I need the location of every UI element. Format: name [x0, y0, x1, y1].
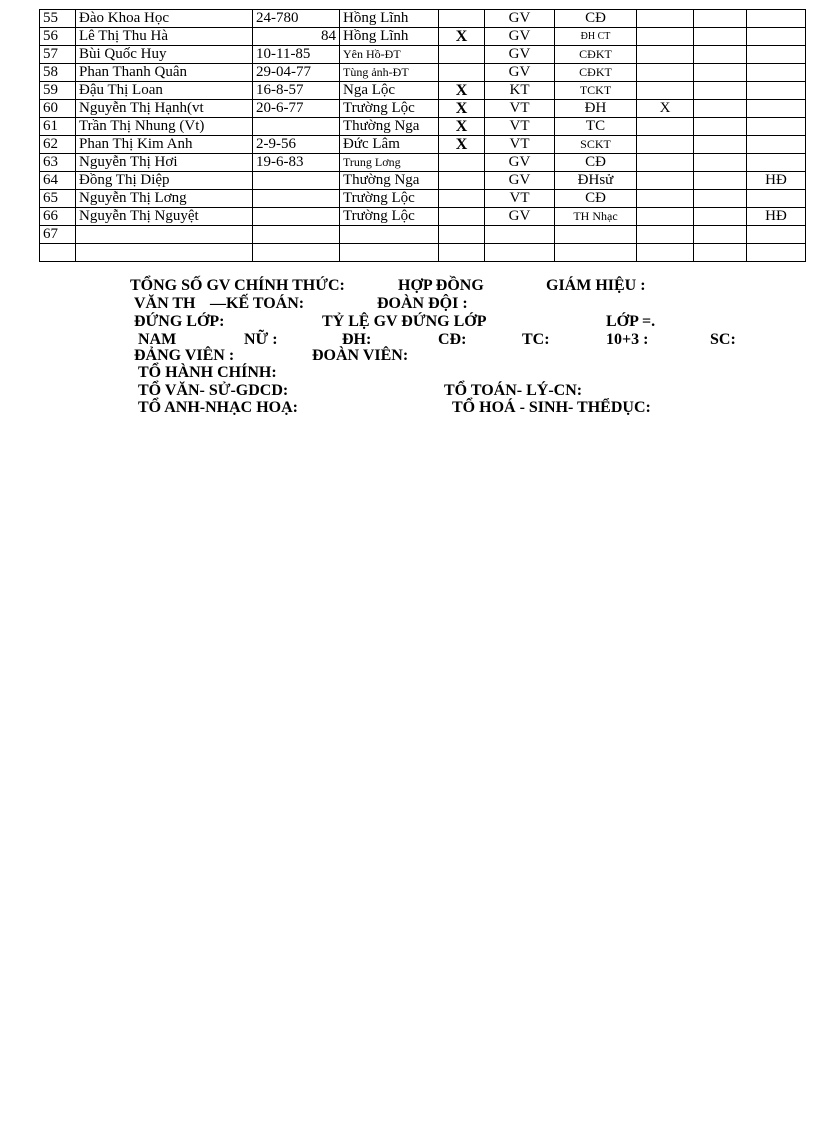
- row-number: 62: [40, 136, 76, 154]
- staff-name: [76, 226, 253, 244]
- mark-cell-2: [637, 82, 694, 100]
- role-cell: [485, 226, 555, 244]
- role-cell: [485, 244, 555, 262]
- row-number: 65: [40, 190, 76, 208]
- qualification-cell: CĐ: [555, 154, 637, 172]
- table-row: [40, 10, 806, 28]
- extra-cell: [694, 82, 747, 100]
- birth-date: 2-9-56: [253, 136, 340, 154]
- clerk-label: VĂN TH: [134, 295, 196, 312]
- extra-cell: [694, 208, 747, 226]
- contract-cell: [747, 10, 806, 28]
- extra-cell: [694, 154, 747, 172]
- hometown: Thường Nga: [340, 118, 439, 136]
- contract-cell: HĐ: [747, 208, 806, 226]
- staff-table: [39, 9, 806, 262]
- role-cell: GV: [485, 208, 555, 226]
- row-number: 61: [40, 118, 76, 136]
- hometown: Yên Hồ-ĐT: [340, 46, 439, 64]
- role-cell: KT: [485, 82, 555, 100]
- elementary-label: SC:: [710, 331, 736, 348]
- admin-group-label: TỔ HÀNH CHÍNH:: [138, 364, 277, 381]
- table-row: [40, 190, 806, 208]
- qualification-cell: ĐH CT: [555, 28, 637, 46]
- role-cell: VT: [485, 100, 555, 118]
- mark-cell: [439, 64, 485, 82]
- role-cell: GV: [485, 154, 555, 172]
- university-label: ĐH:: [342, 331, 372, 348]
- hometown: Tùng ảnh-ĐT: [340, 64, 439, 82]
- intermediate-label: TC:: [522, 331, 550, 348]
- table-row: [40, 118, 806, 136]
- staff-name: Nguyễn Thị Nguyệt: [76, 208, 253, 226]
- staff-name: Lê Thị Thu Hà: [76, 28, 253, 46]
- table-row: [40, 28, 806, 46]
- row-number: 59: [40, 82, 76, 100]
- mark-cell-2: [637, 10, 694, 28]
- mark-cell: [439, 10, 485, 28]
- mark-cell: [439, 172, 485, 190]
- birth-date: [253, 226, 340, 244]
- union-member-label: ĐOÀN VIÊN:: [312, 347, 409, 364]
- contract-cell: [747, 100, 806, 118]
- contract-cell: [747, 28, 806, 46]
- contract-cell: [747, 136, 806, 154]
- mark-cell-2: [637, 172, 694, 190]
- qualification-cell: ĐH: [555, 100, 637, 118]
- accountant-label: —KẾ TOÁN:: [210, 295, 305, 312]
- teaching-ratio-label: TỶ LỆ GV ĐỨNG LỚP: [322, 313, 487, 330]
- qualification-cell: SCKT: [555, 136, 637, 154]
- birth-date: [253, 244, 340, 262]
- qualification-cell: CĐKT: [555, 64, 637, 82]
- mark-cell-2: [637, 118, 694, 136]
- hometown: Hồng Lĩnh: [340, 10, 439, 28]
- mark-cell-2: [637, 136, 694, 154]
- row-number: 64: [40, 172, 76, 190]
- mark-cell-2: X: [637, 100, 694, 118]
- birth-date: 10-11-85: [253, 46, 340, 64]
- qualification-cell: [555, 244, 637, 262]
- staff-name: Phan Thanh Quân: [76, 64, 253, 82]
- role-cell: VT: [485, 136, 555, 154]
- contract-label: HỢP ĐỒNG: [398, 277, 484, 294]
- teaching-label: ĐỨNG LỚP:: [134, 313, 225, 330]
- hometown: Trường Lộc: [340, 208, 439, 226]
- role-cell: GV: [485, 28, 555, 46]
- contract-cell: [747, 82, 806, 100]
- staff-name: Đậu Thị Loan: [76, 82, 253, 100]
- extra-cell: [694, 136, 747, 154]
- extra-cell: [694, 118, 747, 136]
- row-number: 67: [40, 226, 76, 244]
- english-group-label: TỔ ANH-NHẠC HOẠ:: [138, 399, 298, 416]
- mark-cell: X: [439, 118, 485, 136]
- table-row: [40, 226, 806, 244]
- mark-cell-2: [637, 208, 694, 226]
- staff-name: Đồng Thị Diệp: [76, 172, 253, 190]
- qualification-cell: CĐ: [555, 190, 637, 208]
- qualification-cell: ĐHsử: [555, 172, 637, 190]
- class-label: LỚP =.: [606, 313, 656, 330]
- birth-date: 19-6-83: [253, 154, 340, 172]
- extra-cell: [694, 64, 747, 82]
- birth-date: [253, 172, 340, 190]
- staff-name: Trần Thị Nhung (Vt): [76, 118, 253, 136]
- birth-date: 84: [253, 28, 340, 46]
- contract-cell: [747, 46, 806, 64]
- hometown: Thường Nga: [340, 172, 439, 190]
- staff-name: Nguyễn Thị Hạnh(vt: [76, 100, 253, 118]
- extra-cell: [694, 100, 747, 118]
- table-row: [40, 244, 806, 262]
- extra-cell: [694, 190, 747, 208]
- role-cell: GV: [485, 64, 555, 82]
- female-label: NỮ :: [244, 331, 278, 348]
- party-member-label: ĐẢNG VIÊN :: [134, 347, 235, 364]
- row-number: [40, 244, 76, 262]
- mark-cell: X: [439, 136, 485, 154]
- mark-cell: [439, 190, 485, 208]
- mark-cell: [439, 208, 485, 226]
- mark-cell: [439, 154, 485, 172]
- contract-cell: HĐ: [747, 172, 806, 190]
- birth-date: [253, 118, 340, 136]
- mark-cell-2: [637, 244, 694, 262]
- hometown: Trường Lộc: [340, 100, 439, 118]
- table-row: [40, 82, 806, 100]
- row-number: 57: [40, 46, 76, 64]
- role-cell: GV: [485, 46, 555, 64]
- qualification-cell: TC: [555, 118, 637, 136]
- mark-cell: [439, 244, 485, 262]
- hometown: Trường Lộc: [340, 190, 439, 208]
- row-number: 56: [40, 28, 76, 46]
- birth-date: 16-8-57: [253, 82, 340, 100]
- literature-group-label: TỔ VĂN- SỬ-GDCD:: [138, 382, 289, 399]
- staff-name: Nguyễn Thị Lơng: [76, 190, 253, 208]
- staff-name: Đào Khoa Học: [76, 10, 253, 28]
- extra-cell: [694, 46, 747, 64]
- college-label: CĐ:: [438, 331, 467, 348]
- table-row: [40, 154, 806, 172]
- mark-cell: X: [439, 82, 485, 100]
- extra-cell: [694, 226, 747, 244]
- birth-date: 29-04-77: [253, 64, 340, 82]
- mark-cell-2: [637, 190, 694, 208]
- birth-date: 20-6-77: [253, 100, 340, 118]
- ten-plus-three-label: 10+3 :: [606, 331, 649, 348]
- birth-date: 24-780: [253, 10, 340, 28]
- role-cell: GV: [485, 10, 555, 28]
- contract-cell: [747, 190, 806, 208]
- staff-name: [76, 244, 253, 262]
- row-number: 66: [40, 208, 76, 226]
- staff-name: Bùi Quốc Huy: [76, 46, 253, 64]
- mark-cell: [439, 46, 485, 64]
- qualification-cell: TCKT: [555, 82, 637, 100]
- table-row: [40, 172, 806, 190]
- chemistry-group-label: TỔ HOÁ - SINH- THỂDỤC:: [452, 399, 651, 416]
- math-group-label: TỔ TOÁN- LÝ-CN:: [444, 382, 583, 399]
- extra-cell: [694, 28, 747, 46]
- hometown: [340, 226, 439, 244]
- table-row: [40, 46, 806, 64]
- birth-date: [253, 190, 340, 208]
- extra-cell: [694, 244, 747, 262]
- hometown: Trung Lơng: [340, 154, 439, 172]
- staff-name: Phan Thị Kim Anh: [76, 136, 253, 154]
- qualification-cell: TH Nhạc: [555, 208, 637, 226]
- qualification-cell: CĐKT: [555, 46, 637, 64]
- mark-cell-2: [637, 64, 694, 82]
- extra-cell: [694, 172, 747, 190]
- board-label: GIÁM HIỆU :: [546, 277, 646, 294]
- male-label: NAM: [138, 331, 177, 348]
- mark-cell: X: [439, 28, 485, 46]
- qualification-cell: CĐ: [555, 10, 637, 28]
- row-number: 60: [40, 100, 76, 118]
- row-number: 55: [40, 10, 76, 28]
- birth-date: [253, 208, 340, 226]
- table-row: [40, 64, 806, 82]
- contract-cell: [747, 64, 806, 82]
- extra-cell: [694, 10, 747, 28]
- mark-cell: [439, 226, 485, 244]
- hometown: [340, 244, 439, 262]
- contract-cell: [747, 154, 806, 172]
- mark-cell-2: [637, 28, 694, 46]
- contract-cell: [747, 226, 806, 244]
- mark-cell: X: [439, 100, 485, 118]
- role-cell: VT: [485, 118, 555, 136]
- table-row: [40, 208, 806, 226]
- row-number: 63: [40, 154, 76, 172]
- contract-cell: [747, 118, 806, 136]
- mark-cell-2: [637, 46, 694, 64]
- mark-cell-2: [637, 226, 694, 244]
- hometown: Nga Lộc: [340, 82, 439, 100]
- role-cell: GV: [485, 172, 555, 190]
- row-number: 58: [40, 64, 76, 82]
- hometown: Đức Lâm: [340, 136, 439, 154]
- staff-name: Nguyễn Thị Hơi: [76, 154, 253, 172]
- qualification-cell: [555, 226, 637, 244]
- table-row: [40, 136, 806, 154]
- mark-cell-2: [637, 154, 694, 172]
- table-row: [40, 100, 806, 118]
- hometown: Hồng Lĩnh: [340, 28, 439, 46]
- total-official-label: TỔNG SỐ GV CHÍNH THỨC:: [130, 277, 345, 294]
- youth-union-label: ĐOÀN ĐỘI :: [377, 295, 468, 312]
- role-cell: VT: [485, 190, 555, 208]
- contract-cell: [747, 244, 806, 262]
